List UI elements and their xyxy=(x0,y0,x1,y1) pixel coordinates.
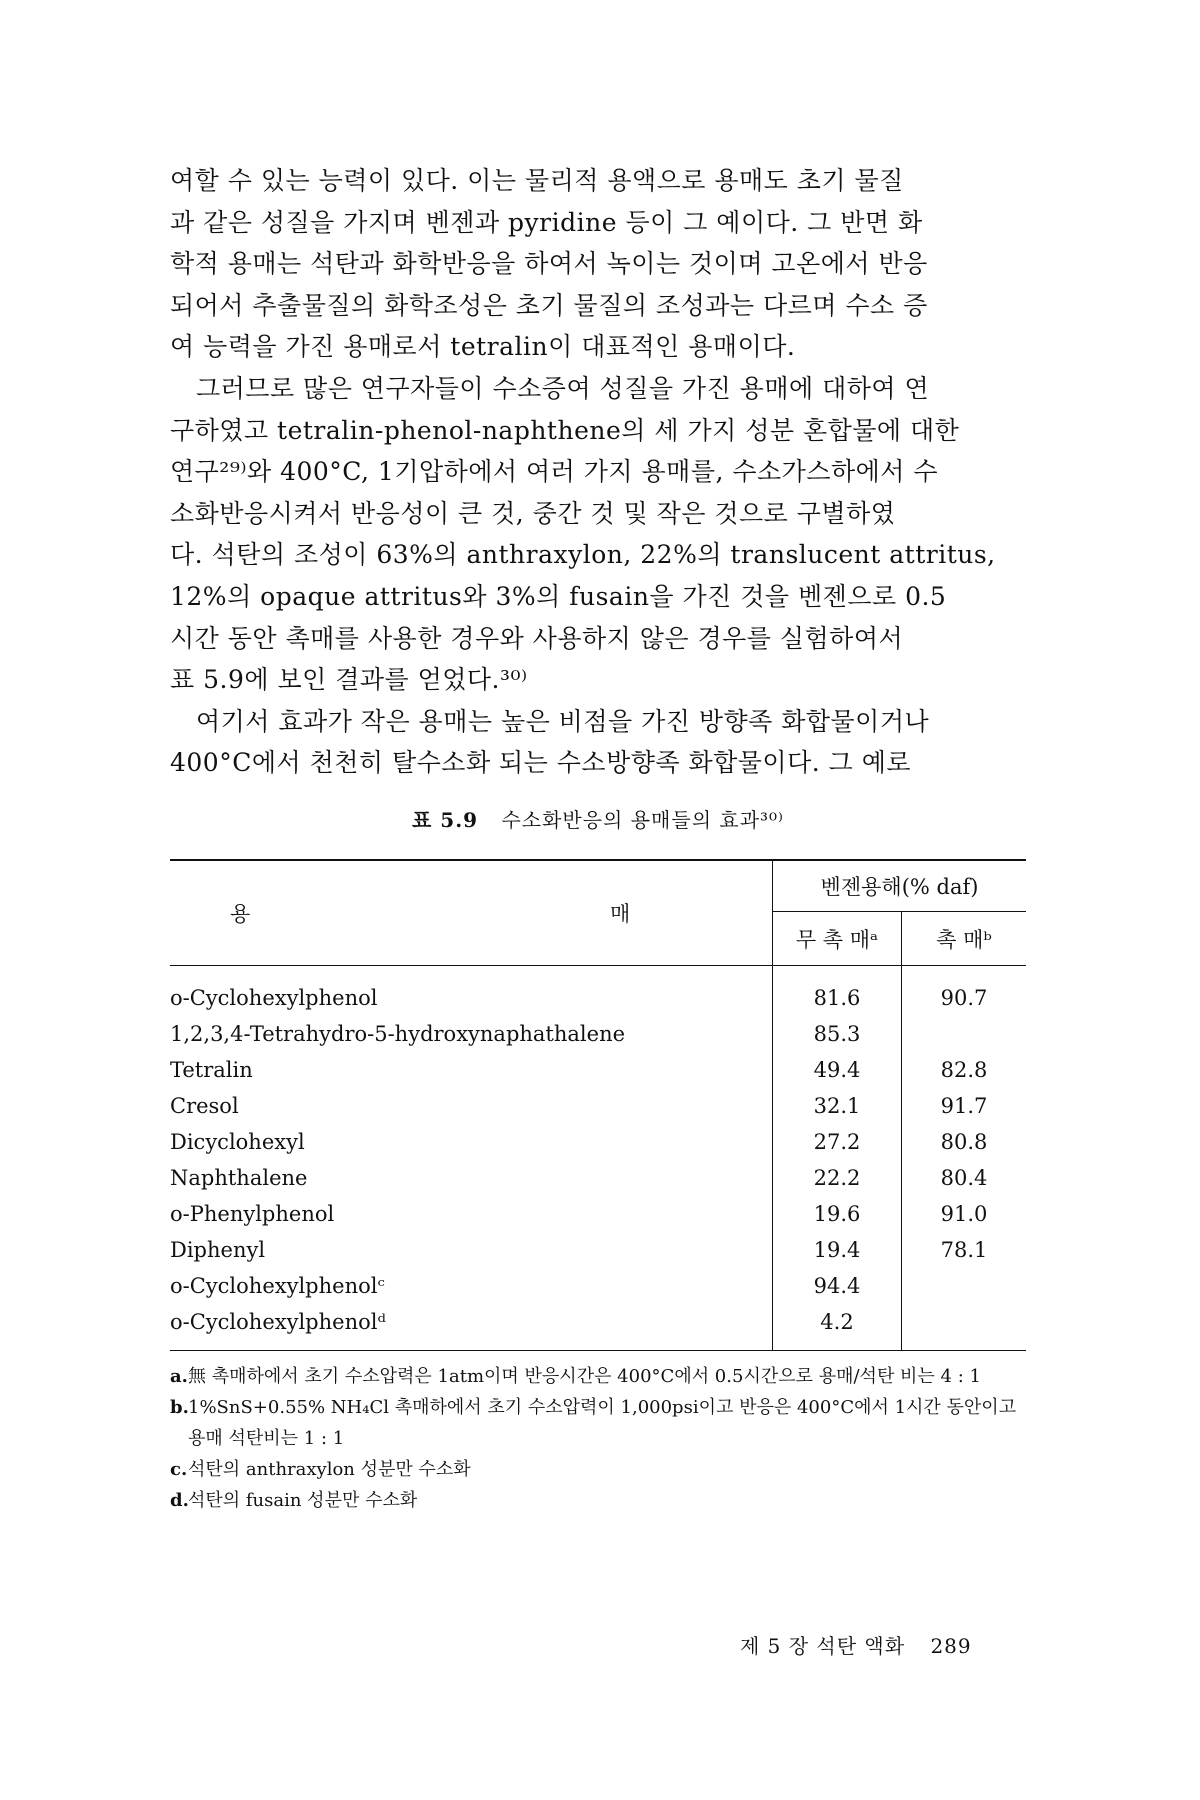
header-no-catalyst: 무 촉 매ᵃ xyxy=(773,912,902,966)
chapter-title: 제 5 장 석탄 액화 xyxy=(740,1634,906,1658)
cell-solvent: o-Cyclohexylphenol xyxy=(170,985,378,1010)
cell-solvent: 1,2,3,4-Tetrahydro-5-hydroxynaphathalene xyxy=(170,1021,626,1046)
table-row xyxy=(170,1268,1026,1304)
text-line: 12%의 opaque attritus와 3%의 fusain을 가진 것을 벤젠으로 0.5 xyxy=(170,581,947,611)
table-row xyxy=(170,1232,1026,1268)
text-line: 여 능력을 가진 용매로서 tetralin이 대표적인 용매이다. xyxy=(170,332,796,362)
cell-solvent: Diphenyl xyxy=(170,1237,266,1262)
cell-catalyst: 82.8 xyxy=(902,1052,1027,1088)
cell-catalyst: 91.7 xyxy=(902,1088,1027,1124)
cell-solvent: o-Cyclohexylphenolᵈ xyxy=(170,1309,386,1334)
header-solvent-left: 용 xyxy=(230,901,251,926)
body-text xyxy=(170,160,1026,784)
text-line: 연구²⁹⁾와 400°C, 1기압하에서 여러 가지 용매를, 수소가스하에서 수 xyxy=(170,457,939,487)
cell-catalyst: 80.4 xyxy=(902,1160,1027,1196)
text-line: 다. 석탄의 조성이 63%의 anthraxylon, 22%의 translucent attritus, xyxy=(170,540,996,570)
cell-solvent: Cresol xyxy=(170,1093,239,1118)
cell-no-catalyst: 81.6 xyxy=(773,965,902,1016)
cell-no-catalyst: 19.6 xyxy=(773,1196,902,1232)
cell-no-catalyst: 32.1 xyxy=(773,1088,902,1124)
table-note xyxy=(170,1361,1026,1392)
text-line: 여할 수 있는 능력이 있다. 이는 물리적 용액으로 용매도 초기 물질 xyxy=(170,166,904,195)
table-row xyxy=(170,965,1026,1016)
cell-solvent: o-Phenylphenol xyxy=(170,1201,335,1226)
table-row xyxy=(170,1304,1026,1351)
table-row xyxy=(170,1016,1026,1052)
table-note xyxy=(170,1485,1026,1516)
note-label: c. xyxy=(170,1458,188,1480)
text-line: 구하였고 tetralin-phenol-naphthene의 세 가지 성분 혼합물에 대한 xyxy=(170,415,960,445)
table-note xyxy=(170,1454,1026,1485)
text-line: 시간 동안 촉매를 사용한 경우와 사용하지 않은 경우를 실험하여서 xyxy=(170,623,904,653)
paragraph-1 xyxy=(170,160,1026,368)
cell-catalyst: 91.0 xyxy=(902,1196,1027,1232)
cell-catalyst: 78.1 xyxy=(902,1232,1027,1268)
cell-catalyst: 80.8 xyxy=(902,1124,1027,1160)
cell-catalyst: 90.7 xyxy=(902,965,1027,1016)
paragraph-2 xyxy=(170,368,1026,701)
header-catalyst: 촉 매ᵇ xyxy=(902,912,1027,966)
note-text: 석탄의 anthraxylon 성분만 수소화 xyxy=(188,1458,471,1480)
table-number: 표 5.9 xyxy=(412,807,479,832)
cell-solvent: Dicyclohexyl xyxy=(170,1129,305,1154)
cell-no-catalyst: 85.3 xyxy=(773,1016,902,1052)
page-number: 289 xyxy=(930,1634,972,1658)
page-footer xyxy=(740,1630,972,1659)
table-notes xyxy=(170,1361,1026,1516)
text-line: 400°C에서 천천히 탈수소화 되는 수소방향족 화합물이다. 그 예로 xyxy=(170,748,912,778)
paragraph-3 xyxy=(170,701,1026,784)
text-line: 표 5.9에 보인 결과를 얻었다.³⁰⁾ xyxy=(170,665,528,695)
table-row xyxy=(170,1124,1026,1160)
note-text: 1%SnS+0.55% NH₄Cl 촉매하에서 초기 수소압력이 1,000psi이고 반응은 400°C에서 1시간 동안이고 용매 석탄비는 1 : 1 xyxy=(188,1396,1017,1449)
table-title: 수소화반응의 용매들의 효과³⁰⁾ xyxy=(501,807,784,832)
cell-solvent: o-Cyclohexylphenolᶜ xyxy=(170,1273,385,1298)
text-line: 소화반응시켜서 반응성이 큰 것, 중간 것 및 작은 것으로 구별하였 xyxy=(170,498,896,528)
table-note xyxy=(170,1392,1026,1454)
note-label: b. xyxy=(170,1396,189,1418)
note-label: a. xyxy=(170,1365,188,1387)
text-line: 그러므로 많은 연구자들이 수소증여 성질을 가진 용매에 대하여 연 xyxy=(196,373,930,403)
table-row xyxy=(170,1052,1026,1088)
cell-catalyst xyxy=(902,1268,1027,1304)
header-solvent xyxy=(170,860,773,966)
table-row xyxy=(170,1160,1026,1196)
cell-no-catalyst: 49.4 xyxy=(773,1052,902,1088)
header-solvent-right: 매 xyxy=(610,901,631,926)
cell-no-catalyst: 27.2 xyxy=(773,1124,902,1160)
cell-no-catalyst: 4.2 xyxy=(773,1304,902,1351)
solvent-effects-table xyxy=(170,859,1026,1351)
cell-catalyst xyxy=(902,1016,1027,1052)
table-row xyxy=(170,1088,1026,1124)
cell-solvent: Tetralin xyxy=(170,1057,253,1082)
header-benzene-solubility: 벤젠용해(% daf) xyxy=(773,860,1027,912)
cell-solvent: Naphthalene xyxy=(170,1165,308,1190)
page-body xyxy=(170,160,1026,1516)
cell-no-catalyst: 22.2 xyxy=(773,1160,902,1196)
table-caption xyxy=(170,804,1026,833)
note-text: 석탄의 fusain 성분만 수소화 xyxy=(188,1489,418,1511)
cell-no-catalyst: 94.4 xyxy=(773,1268,902,1304)
note-label: d. xyxy=(170,1489,189,1511)
text-line: 여기서 효과가 작은 용매는 높은 비점을 가진 방향족 화합물이거나 xyxy=(196,706,930,736)
cell-catalyst xyxy=(902,1304,1027,1351)
text-line: 되어서 추출물질의 화학조성은 초기 물질의 조성과는 다르며 수소 증 xyxy=(170,290,928,320)
note-text: 無 촉매하에서 초기 수소압력은 1atm이며 반응시간은 400°C에서 0.5시간으로 용매/석탄 비는 4 : 1 xyxy=(188,1365,981,1387)
text-line: 과 같은 성질을 가지며 벤젠과 pyridine 등이 그 예이다. 그 반면 화 xyxy=(170,207,923,237)
text-line: 학적 용매는 석탄과 화학반응을 하여서 녹이는 것이며 고온에서 반응 xyxy=(170,249,928,279)
table-row xyxy=(170,1196,1026,1232)
cell-no-catalyst: 19.4 xyxy=(773,1232,902,1268)
